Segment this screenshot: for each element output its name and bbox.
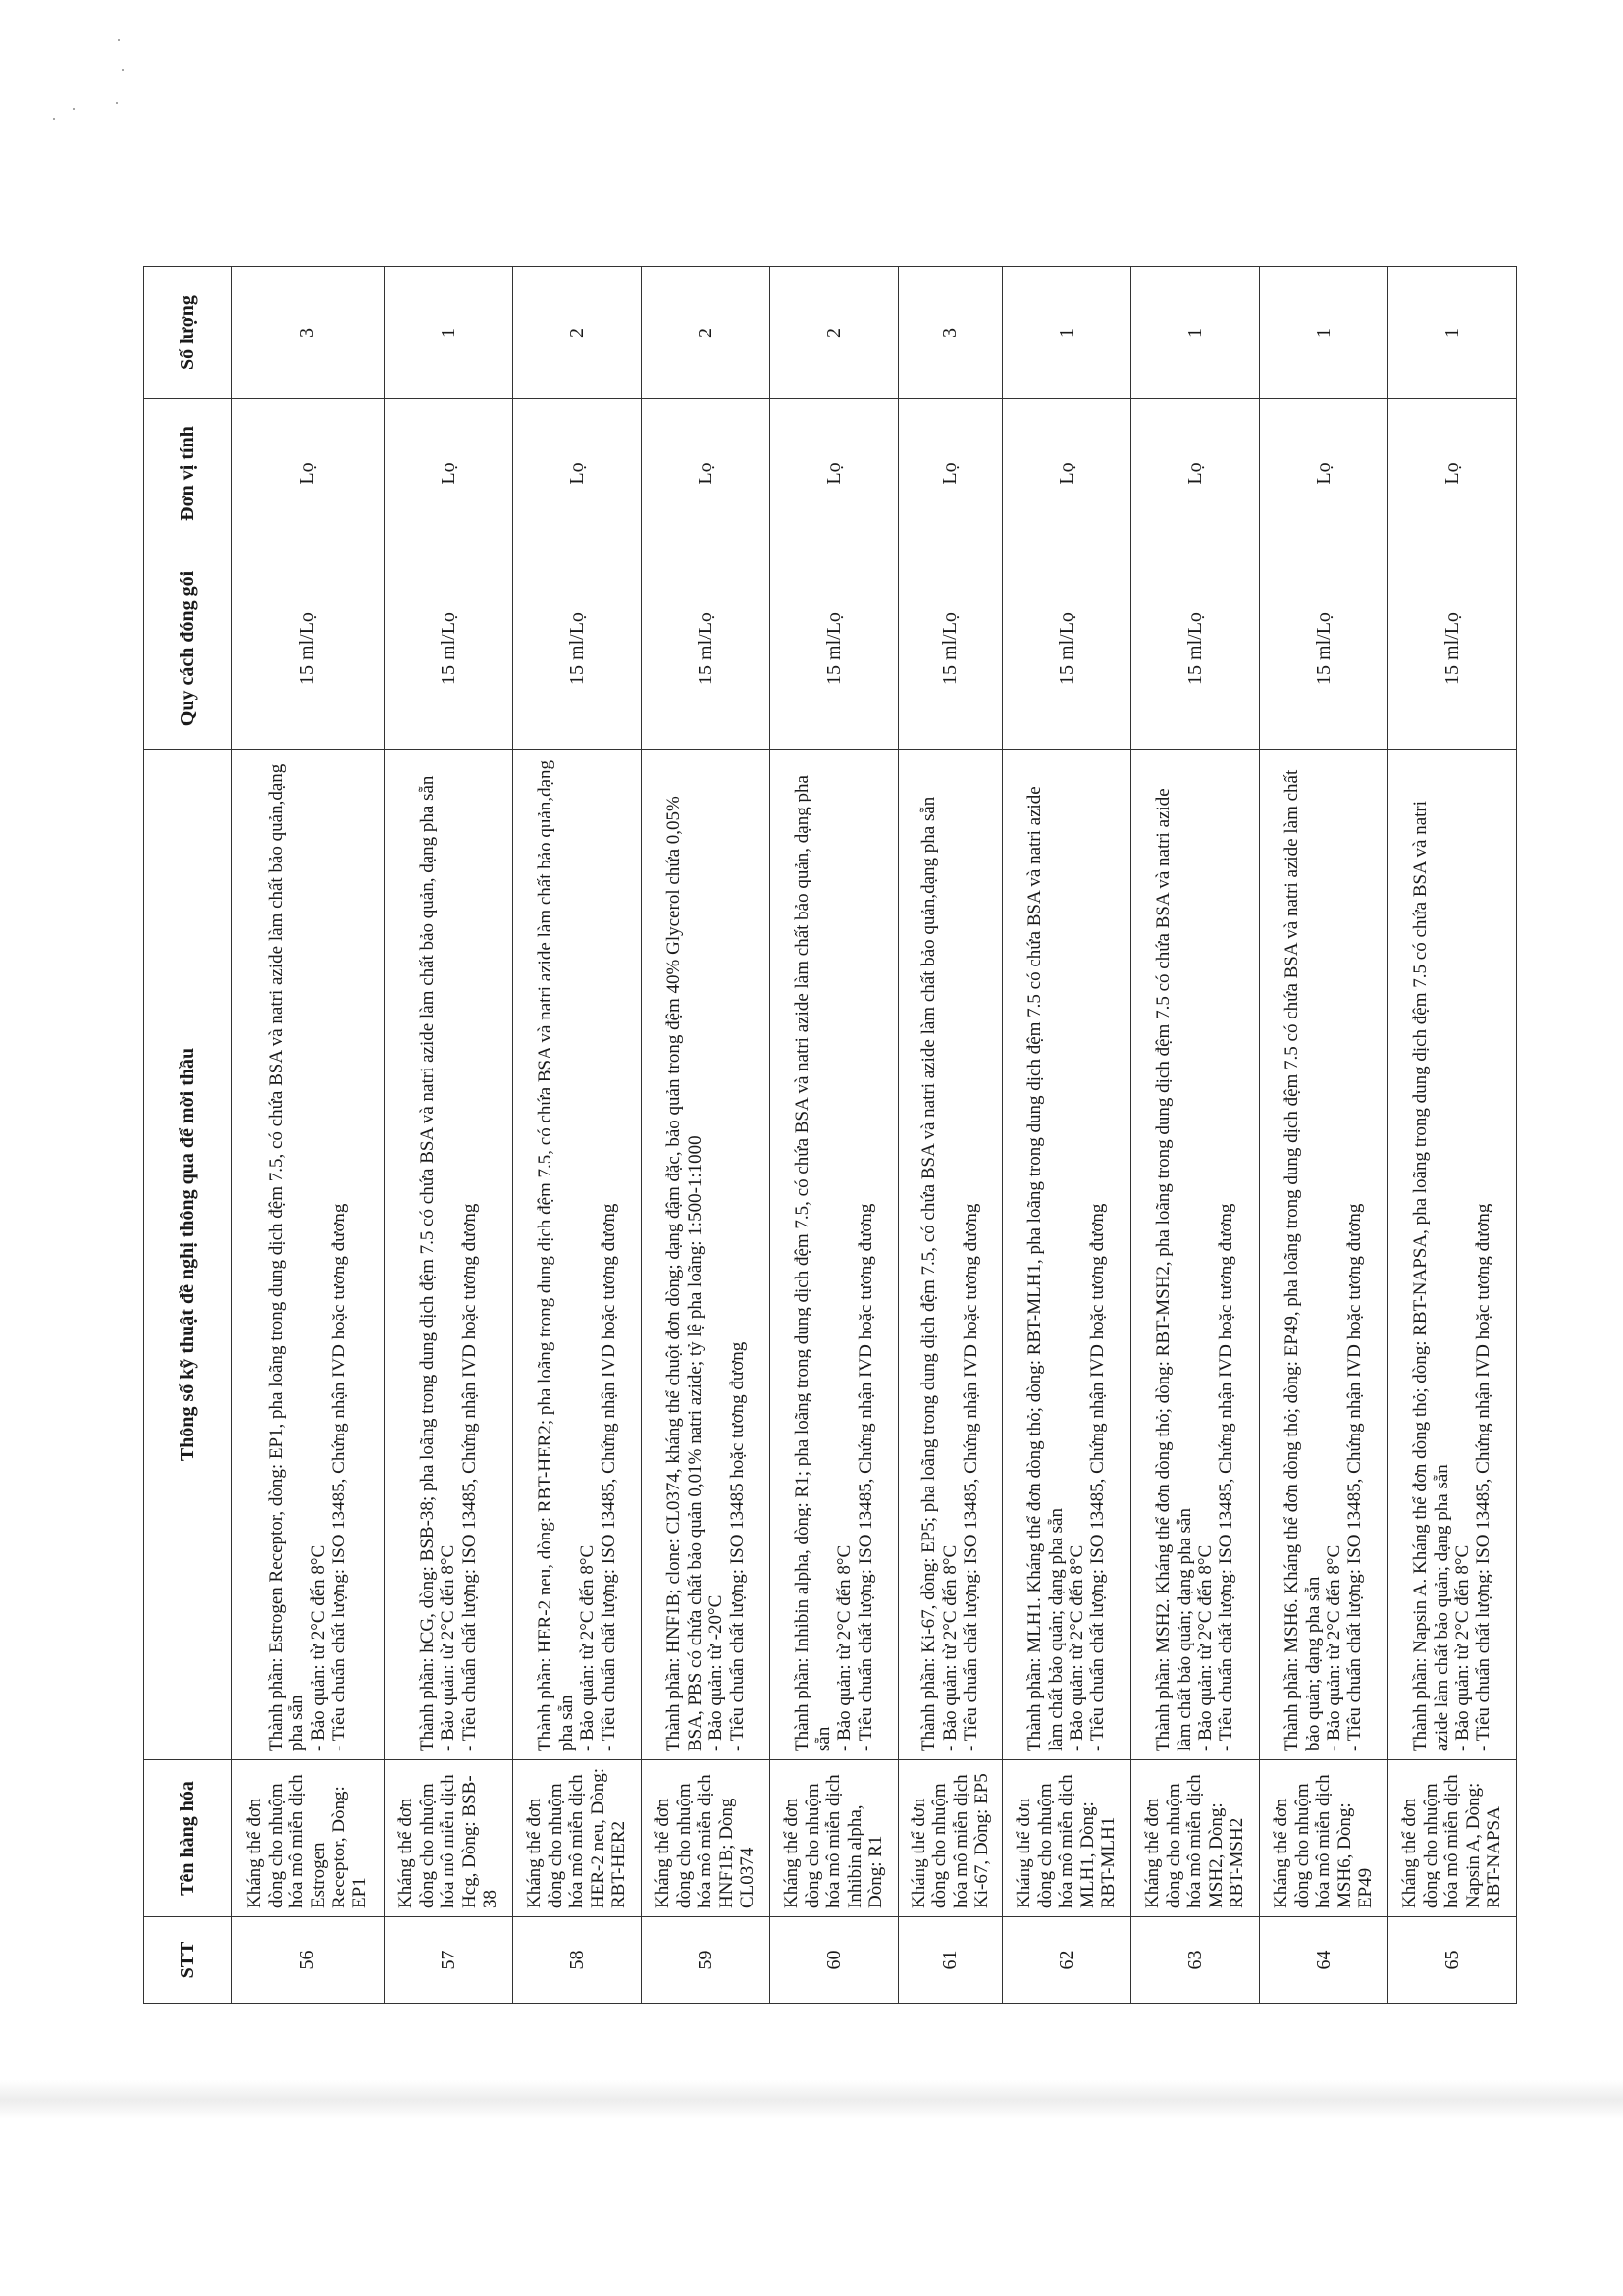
row-packaging: 15 ml/Lọ [385, 548, 513, 750]
row-packaging: 15 ml/Lọ [642, 548, 770, 750]
table-row [1259, 267, 1387, 2004]
row-item-name [1387, 1760, 1516, 1917]
row-item-name [513, 1760, 642, 1917]
row-spec [232, 750, 385, 1760]
row-spec [1259, 750, 1387, 1760]
row-stt: 57 [385, 1917, 513, 2004]
table-header-row [144, 267, 232, 2004]
row-unit: Lọ [770, 399, 899, 548]
row-stt: 61 [899, 1917, 1003, 2004]
item-name-text: Kháng thể đơn dòng cho nhuộm hóa mô miễn dịch HNF1B; Dòng CL0374 [653, 1774, 759, 1908]
row-stt: 64 [1259, 1917, 1387, 2004]
row-packaging: 15 ml/Lọ [1259, 548, 1387, 750]
row-quantity: 2 [513, 267, 642, 399]
row-item-name [385, 1760, 513, 1917]
row-quantity: 1 [1130, 267, 1259, 399]
spec-quality-standard: - Tiêu chuẩn chất lượng: ISO 13485, Chứng nhận IVD hoặc tương đương [328, 1203, 349, 1751]
spec-storage: - Bảo quản: từ 2°C đến 8°C [939, 1544, 961, 1751]
item-name-text: Kháng thể đơn dòng cho nhuộm hóa mô miễn dịch Inhibin alpha, Dòng: R1 [781, 1774, 887, 1908]
row-item-name [642, 1760, 770, 1917]
scan-smudge [0, 2080, 1623, 2119]
header-stt: STT [144, 1917, 232, 2004]
row-unit: Lọ [1387, 399, 1516, 548]
row-spec [1387, 750, 1516, 1760]
row-item-name [1130, 1760, 1259, 1917]
spec-composition: Thành phần: Ki-67, dòng: EP5; pha loãng trong dung dịch đệm 7.5, có chứa BSA và natri azide làm chất bảo quản,dạng pha sẵn [918, 796, 940, 1751]
rotated-table-container [143, 267, 1517, 2004]
row-item-name [770, 1760, 899, 1917]
spec-storage: - Bảo quản: từ 2°C đến 8°C [834, 1544, 856, 1751]
spec-quality-standard: - Tiêu chuẩn chất lượng: ISO 13485, Chứng nhận IVD hoặc tương đương [1216, 1203, 1237, 1751]
row-stt: 59 [642, 1917, 770, 2004]
header-qty: Số lượng [144, 267, 232, 399]
spec-storage: - Bảo quản: từ 2°C đến 8°C [1066, 1544, 1087, 1751]
row-spec [513, 750, 642, 1760]
item-name-text: Kháng thể đơn dòng cho nhuộm hóa mô miễn dịch Hcg, Dòng: BSB-38 [395, 1774, 501, 1908]
row-stt: 58 [513, 1917, 642, 2004]
row-packaging: 15 ml/Lọ [770, 548, 899, 750]
row-spec [642, 750, 770, 1760]
table-row [1387, 267, 1516, 2004]
spec-storage: - Bảo quản: từ 2°C đến 8°C [438, 1544, 459, 1751]
spec-storage: - Bảo quản: từ 2°C đến 8°C [1323, 1544, 1344, 1751]
row-unit: Lọ [513, 399, 642, 548]
table-row [1130, 267, 1259, 2004]
row-spec [770, 750, 899, 1760]
spec-composition: Thành phần: HER-2 neu, dòng: RBT-HER2; pha loãng trong dung dịch đệm 7.5, có chứa BSA và natri azide làm chất bảo quản,dạng pha sẵn [535, 759, 577, 1751]
spec-quality-standard: - Tiêu chuẩn chất lượng: ISO 13485, Chứng nhận IVD hoặc tương đương [1344, 1203, 1366, 1751]
table-row [770, 267, 899, 2004]
row-quantity: 2 [642, 267, 770, 399]
row-quantity: 1 [1387, 267, 1516, 399]
row-quantity: 2 [770, 267, 899, 399]
header-pack: Quy cách đóng gói [144, 548, 232, 750]
row-spec [1130, 750, 1259, 1760]
row-stt: 65 [1387, 1917, 1516, 2004]
spec-quality-standard: - Tiêu chuẩn chất lượng: ISO 13485, Chứng nhận IVD hoặc tương đương [1473, 1203, 1494, 1751]
row-unit: Lọ [1002, 399, 1130, 548]
row-packaging: 15 ml/Lọ [513, 548, 642, 750]
spec-composition: Thành phần: HNF1B; clone: CL0374, kháng thể chuột đơn dòng; dạng đậm đặc, bảo quản trong đệm 40% Glycerol chứa 0,05% BSA, PBS có chứa chất bảo quản 0,01% natri azide; tỷ lệ pha loãng: 1:500-1:1000 [663, 796, 706, 1751]
row-quantity: 1 [385, 267, 513, 399]
table-row [232, 267, 385, 2004]
item-name-text: Kháng thể đơn dòng cho nhuộm hóa mô miễn dịch MLH1, Dòng: RBT-MLH1 [1014, 1774, 1120, 1908]
spec-quality-standard: - Tiêu chuẩn chất lượng: ISO 13485 hoặc tương đương [726, 1341, 748, 1751]
row-packaging: 15 ml/Lọ [1002, 548, 1130, 750]
row-spec [1002, 750, 1130, 1760]
table-row [513, 267, 642, 2004]
spec-quality-standard: - Tiêu chuẩn chất lượng: ISO 13485, Chứng nhận IVD hoặc tương đương [458, 1203, 480, 1751]
scan-specks [49, 39, 128, 147]
table-row [385, 267, 513, 2004]
table-body [232, 267, 1517, 2004]
row-stt: 63 [1130, 1917, 1259, 2004]
spec-composition: Thành phần: MLH1. Kháng thể đơn dòng thỏ; dòng: RBT-MLH1, pha loãng trong dung dịch đệm 7.5 có chứa BSA và natri azide làm chất bảo quản; dạng pha sẵn [1024, 786, 1067, 1751]
row-packaging: 15 ml/Lọ [899, 548, 1003, 750]
item-name-text: Kháng thể đơn dòng cho nhuộm hóa mô miễn dịch Napsin A, Dòng: RBT-NAPSA [1399, 1774, 1505, 1908]
row-stt: 56 [232, 1917, 385, 2004]
item-name-text: Kháng thể đơn dòng cho nhuộm hóa mô miễn dịch MSH6, Dòng: EP49 [1271, 1774, 1377, 1908]
row-item-name [1002, 1760, 1130, 1917]
table-row [1002, 267, 1130, 2004]
table-row [899, 267, 1003, 2004]
row-unit: Lọ [385, 399, 513, 548]
spec-quality-standard: - Tiêu chuẩn chất lượng: ISO 13485, Chứng nhận IVD hoặc tương đương [598, 1203, 619, 1751]
spec-storage: - Bảo quản: từ -20°C [706, 1594, 727, 1751]
header-unit: Đơn vị tính [144, 399, 232, 548]
bid-specification-table [143, 266, 1517, 2004]
row-stt: 62 [1002, 1917, 1130, 2004]
row-item-name [1259, 1760, 1387, 1917]
row-packaging: 15 ml/Lọ [232, 548, 385, 750]
row-item-name [232, 1760, 385, 1917]
item-name-text: Kháng thể đơn dòng cho nhuộm hóa mô miễn dịch MSH2, Dòng: RBT-MSH2 [1142, 1774, 1248, 1908]
row-quantity: 1 [1259, 267, 1387, 399]
row-quantity: 3 [232, 267, 385, 399]
spec-storage: - Bảo quản: từ 2°C đến 8°C [307, 1544, 329, 1751]
header-spec: Thông số kỹ thuật đề nghị thông qua để mời thầu [144, 750, 232, 1760]
row-packaging: 15 ml/Lọ [1387, 548, 1516, 750]
spec-composition: Thành phần: hCG, dòng: BSB-38; pha loãng trong dung dịch đệm 7.5 có chứa BSA và natri azide làm chất bảo quản, dạng pha sẵn [416, 775, 438, 1751]
row-unit: Lọ [899, 399, 1003, 548]
spec-composition: Thành phần: Inhibin alpha, dòng: R1; pha loãng trong dung dịch đệm 7.5, có chứa BSA và natri azide làm chất bảo quản, dạng pha sẵn [792, 775, 834, 1751]
row-item-name [899, 1760, 1003, 1917]
spec-quality-standard: - Tiêu chuẩn chất lượng: ISO 13485, Chứng nhận IVD hoặc tương đương [1087, 1203, 1109, 1751]
item-name-text: Kháng thể đơn dòng cho nhuộm hóa mô miễn dịch Estrogen Receptor, Dòng: EP1 [244, 1774, 371, 1908]
spec-storage: - Bảo quản: từ 2°C đến 8°C [577, 1544, 599, 1751]
item-name-text: Kháng thể đơn dòng cho nhuộm hóa mô miễn dịch Ki-67, Dòng: EP5 [908, 1773, 992, 1908]
row-stt: 60 [770, 1917, 899, 2004]
spec-quality-standard: - Tiêu chuẩn chất lượng: ISO 13485, Chứng nhận IVD hoặc tương đương [855, 1203, 876, 1751]
row-spec [385, 750, 513, 1760]
row-unit: Lọ [642, 399, 770, 548]
row-unit: Lọ [1259, 399, 1387, 548]
row-unit: Lọ [232, 399, 385, 548]
row-quantity: 3 [899, 267, 1003, 399]
spec-composition: Thành phần: MSH6. Kháng thể đơn dòng thỏ; dòng: EP49, pha loãng trong dung dịch đệm 7.5 có chứa BSA và natri azide làm chất bảo quản; dạng pha sẵn [1282, 769, 1324, 1751]
row-quantity: 1 [1002, 267, 1130, 399]
spec-composition: Thành phần: Estrogen Receptor, dòng: EP1, pha loãng trong dung dịch đệm 7.5, có chứa BSA và natri azide làm chất bảo quản,dạng pha sẵn [265, 763, 308, 1751]
spec-storage: - Bảo quản: từ 2°C đến 8°C [1451, 1544, 1473, 1751]
row-unit: Lọ [1130, 399, 1259, 548]
row-spec [899, 750, 1003, 1760]
spec-quality-standard: - Tiêu chuẩn chất lượng: ISO 13485, Chứng nhận IVD hoặc tương đương [961, 1203, 982, 1751]
row-packaging: 15 ml/Lọ [1130, 548, 1259, 750]
spec-composition: Thành phần: MSH2. Kháng thể đơn dòng thỏ; dòng: RBT-MSH2, pha loãng trong dung dịch đệm 7.5 có chứa BSA và natri azide làm chất bảo quản; dạng pha sẵn [1153, 788, 1195, 1751]
spec-storage: - Bảo quản: từ 2°C đến 8°C [1194, 1544, 1216, 1751]
header-name: Tên hàng hóa [144, 1760, 232, 1917]
table-row [642, 267, 770, 2004]
item-name-text: Kháng thể đơn dòng cho nhuộm hóa mô miễn dịch HER-2 neu, Dòng: RBT-HER2 [524, 1767, 630, 1908]
spec-composition: Thành phần: Napsin A. Kháng thể đơn dòng thỏ; dòng: RBT-NAPSA, pha loãng trong dung dịch đệm 7.5 có chứa BSA và natri azide làm chất bảo quản; dạng pha sẵn [1410, 800, 1452, 1751]
